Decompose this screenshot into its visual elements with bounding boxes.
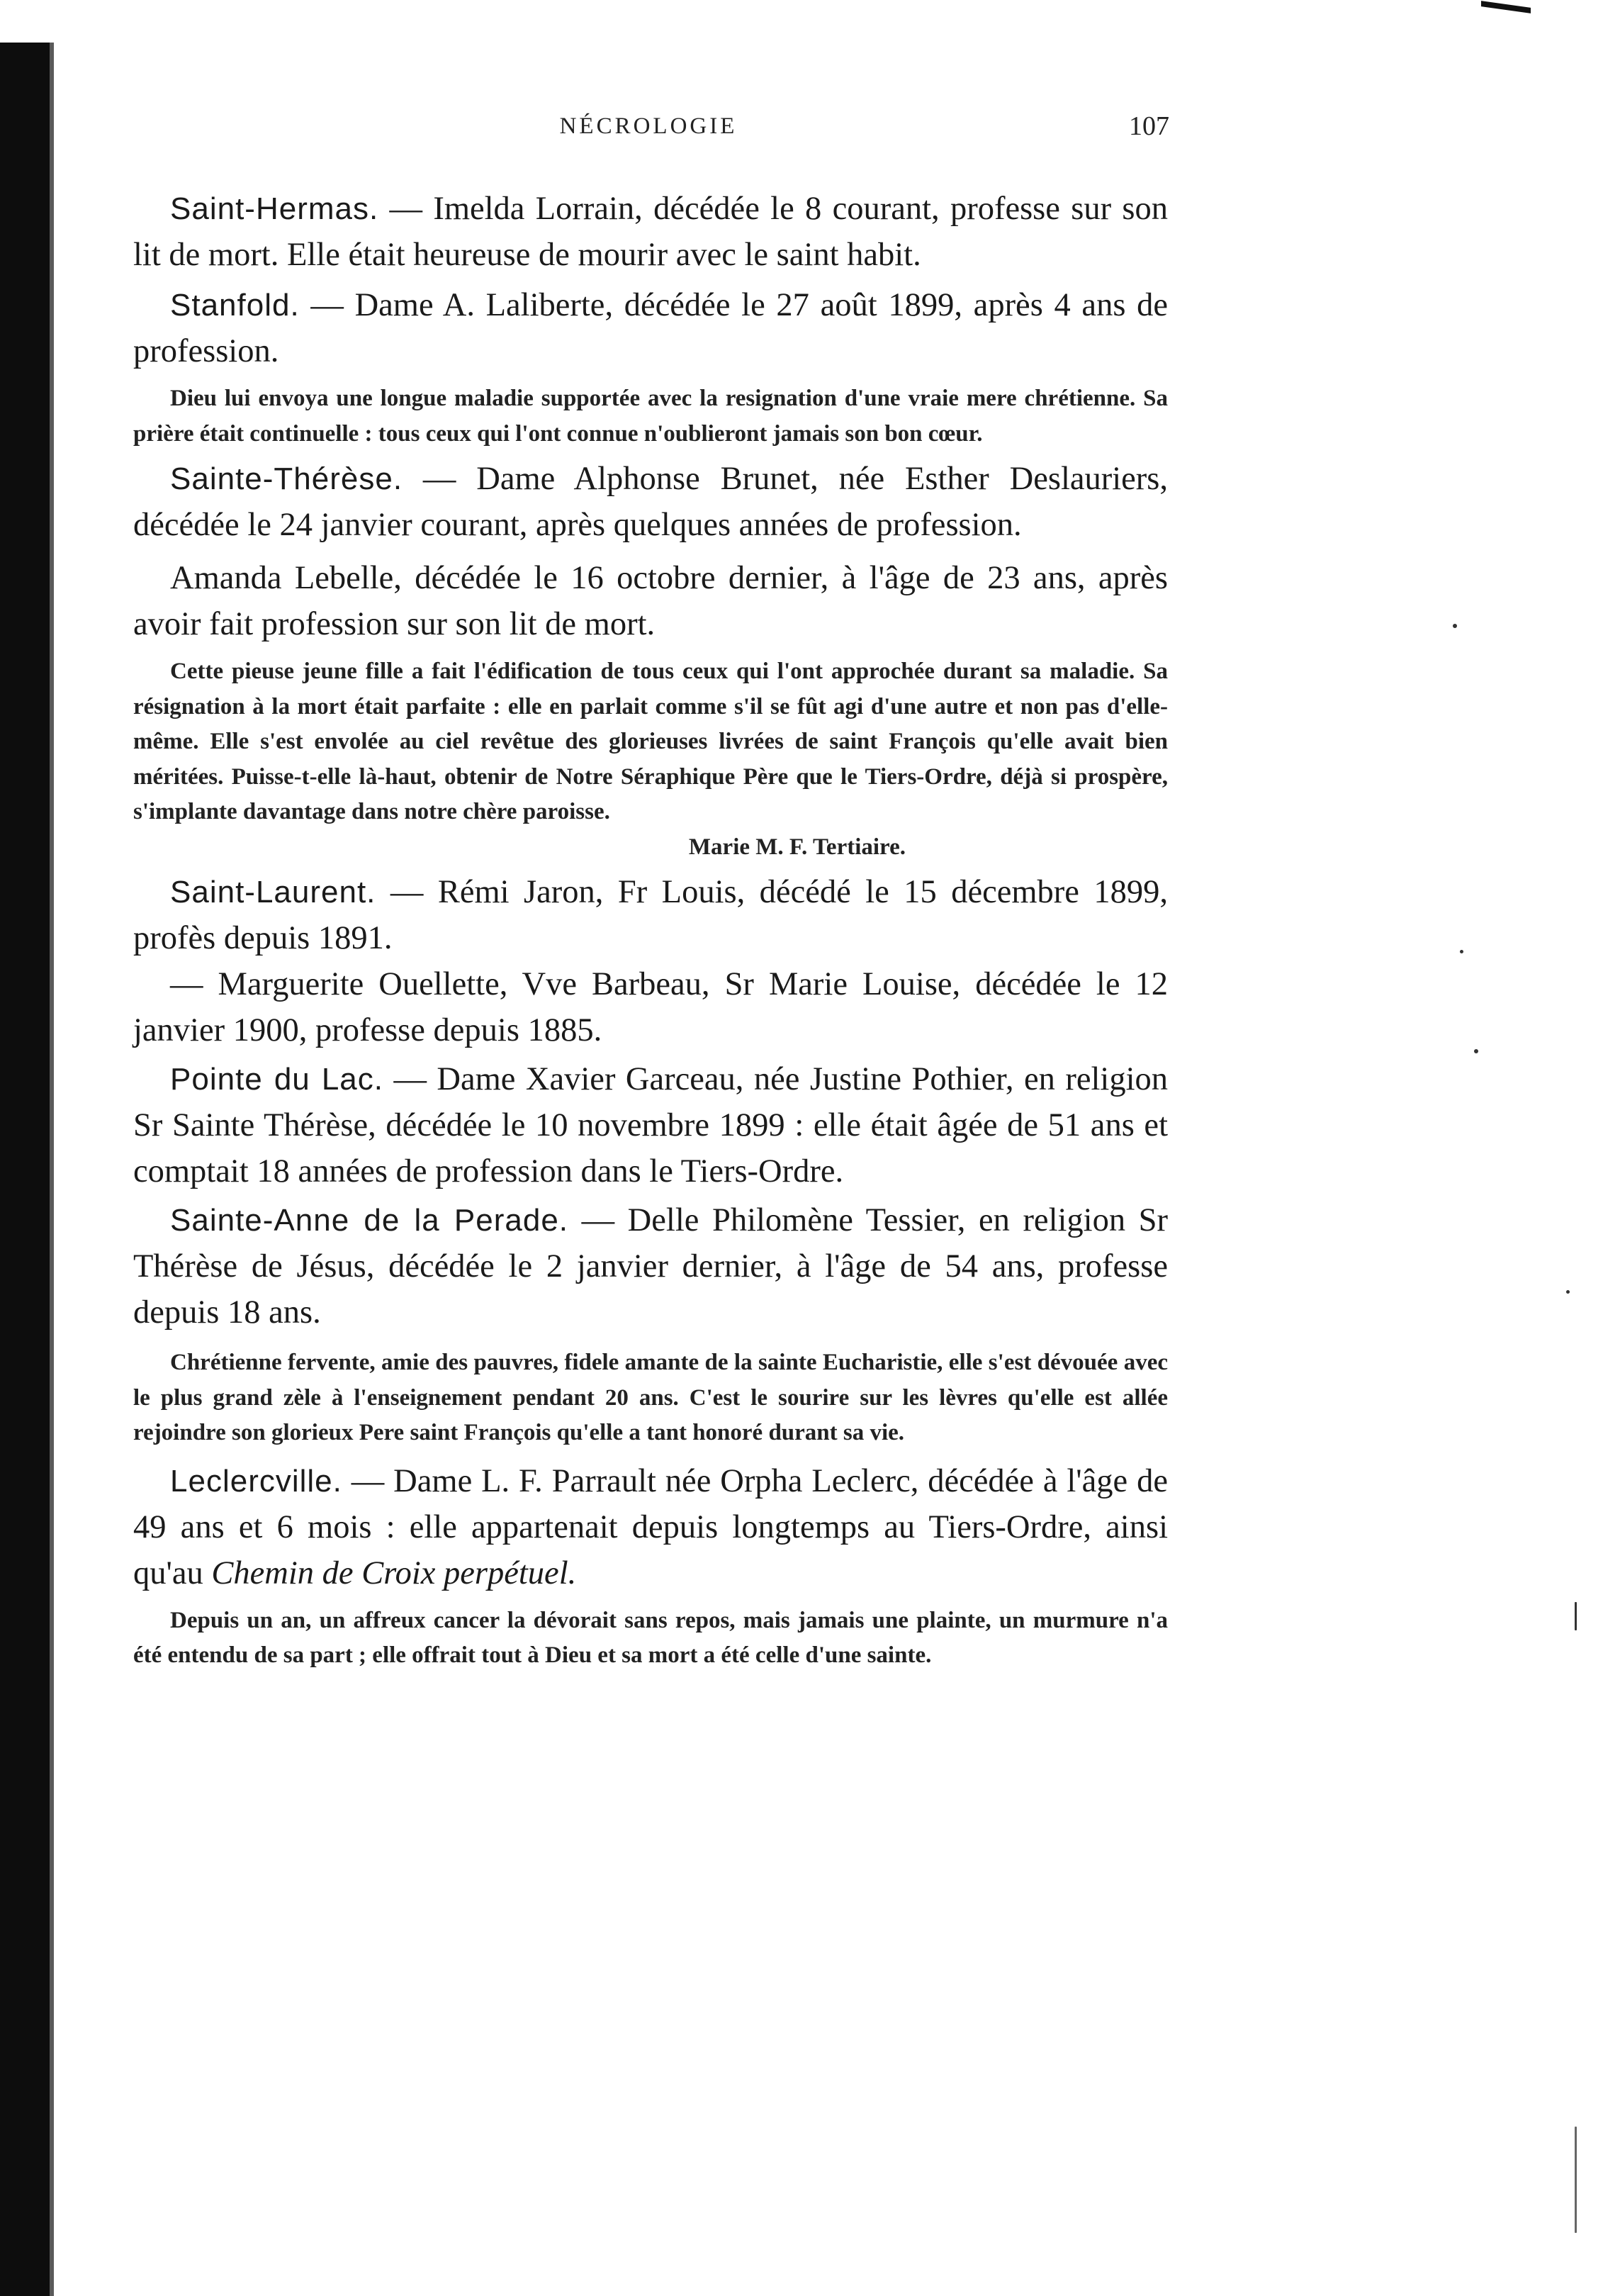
entry-saint-laurent-second: — Marguerite Ouellette, Vve Barbeau, Sr Marie Louise, décédée le 12 janvier 1900, professe depuis 1885. [133,966,1168,1048]
entry-leclercville [133,1458,1168,1596]
entry-italic: Chemin de Croix perpétuel. [211,1555,577,1591]
entry-sainte-therese-note: Cette pieuse jeune fille a fait l'édification de tous ceux qui l'ont approchée durant sa maladie. Sa résignation à la mort était parfaite : elle en parlait comme s'il se fût agi d'une autre et non pas d'elle-même. Elle s'est envolée au ciel revêtue des glorieuses livrées de saint François qu'elle avait bien méritées. Puisse-t-elle là-haut, obtenir de Notre Séraphique Père que le Tiers-Ordre, déjà si prospère, s'implante davantage dans notre chère paroisse. [133,659,1168,824]
scan-speck [1566,1290,1570,1294]
scan-speck [1460,950,1463,953]
entry-text: — Rémi Jaron, Fr Louis, décédé le 15 décembre 1899, profès depuis 1891. [133,874,1168,956]
entry-text: — Dame A. Laliberte, décédée le 27 août 1899, après 4 ans de profession. [133,287,1168,369]
entry-sainte-therese-second: Amanda Lebelle, décédée le 16 octobre dernier, à l'âge de 23 ans, après avoir fait profession sur son lit de mort. [133,560,1168,642]
entry-sainte-anne [133,1197,1168,1335]
page-body [133,186,1168,1674]
scan-speck [1474,1049,1478,1053]
place-name: Saint-Hermas. [170,191,379,226]
place-name: Leclercville. [170,1463,342,1499]
page-header [135,111,1169,149]
scan-speck [1575,1602,1577,1630]
entry-text: — Dame L. F. Parrault née Orpha Leclerc, décédée à l'âge de 49 ans et 6 mois : elle appartenait depuis longtemps au Tiers-Ordre, ainsi qu'au [133,1462,1168,1591]
entry-text: — Dame Xavier Garceau, née Justine Pothier, en religion Sr Sainte Thérèse, décédée le 10 novembre 1899 : elle était âgée de 51 ans et comptait 18 années de profession dans le Tiers-Ordre. [133,1061,1168,1189]
book-spine-shadow [0,43,50,2296]
entry-stanfold-note: Dieu lui envoya une longue maladie supportée avec la resignation d'une vraie mere chrétienne. Sa prière était continuelle : tous ceux qui l'ont connue n'oublieront jamais son bon cœur. [133,386,1168,447]
entry-pointe-du-lac [133,1056,1168,1194]
entry-text: — Delle Philomène Tessier, en religion Sr Thérèse de Jésus, décédée le 2 janvier dernier, à l'âge de 54 ans, professe depuis 18 ans. [133,1202,1168,1331]
place-name: Sainte-Thérèse. [170,461,403,496]
entry-sainte-anne-note: Chrétienne fervente, amie des pauvres, fidele amante de la sainte Eucharistie, elle s'est dévouée avec le plus grand zèle à l'enseignement pendant 20 ans. C'est le sourire sur les lèvres qu'elle est allée rejoindre son glorieux Pere saint François qu'elle a tant honoré durant sa vie. [133,1350,1168,1445]
entry-saint-hermas [133,186,1168,278]
signature: Marie M. F. Tertiaire. [688,834,906,860]
entry-text: — Imelda Lorrain, décédée le 8 courant, professe sur son lit de mort. Elle était heureuse de mourir avec le saint habit. [133,191,1168,273]
place-name: Pointe du Lac. [170,1062,383,1097]
scan-speck [1575,2127,1577,2233]
book-spine-edge [50,43,54,2296]
entry-sainte-therese [133,456,1168,548]
corner-mark [1481,1,1531,13]
entry-saint-laurent [133,869,1168,961]
entry-leclercville-note: Depuis un an, un affreux cancer la dévorait sans repos, mais jamais une plainte, un murmure n'a été entendu de sa part ; elle offrait tout à Dieu et sa mort a été celle d'une sainte. [133,1607,1168,1668]
place-name: Saint-Laurent. [170,875,376,909]
page-number: 107 [1129,111,1169,141]
entry-text: — Dame Alphonse Brunet, née Esther Deslauriers, décédée le 24 janvier courant, après quelques années de profession. [133,461,1168,543]
scan-speck [1453,624,1457,628]
place-name: Sainte-Anne de la Perade. [170,1203,569,1238]
place-name: Stanfold. [170,288,300,323]
entry-stanfold [133,282,1168,374]
running-title: NÉCROLOGIE [559,113,738,139]
